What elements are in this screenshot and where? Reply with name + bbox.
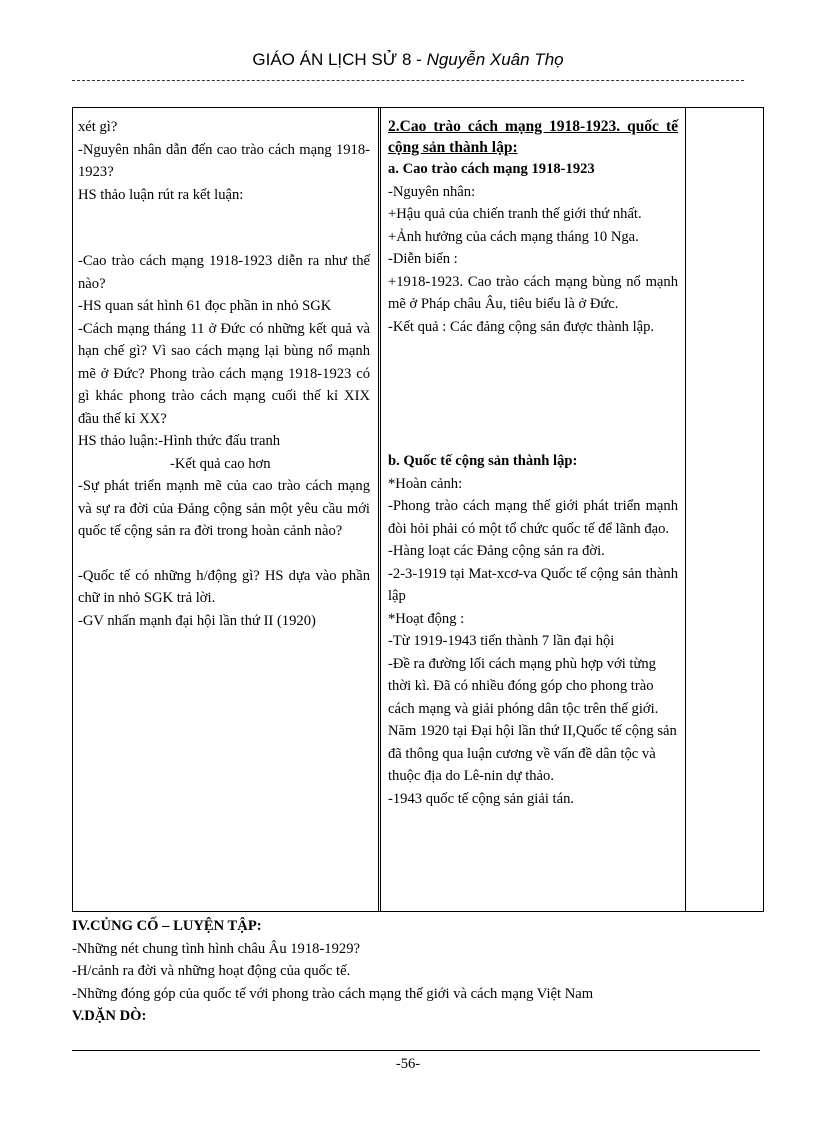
subsection-b-title: b. Quốc tế cộng sản thành lập: — [388, 453, 578, 469]
section-4-title: IV.CỦNG CỐ – LUYỆN TẬP: — [72, 918, 262, 934]
ngay-2-3-1919: -2-3-1919 tại Mat-xcơ-va Quốc tế cộng sản thành lập — [388, 565, 678, 604]
header-title: GIÁO ÁN LỊCH SỬ 8 - — [252, 50, 427, 69]
dien-bien-text: +1918-1923. Cao trào cách mạng bùng nổ mạnh mẽ ở Pháp châu Âu, tiêu biểu là ở Đức. — [388, 273, 678, 312]
header-author: Nguyễn Xuân Thọ — [426, 50, 564, 69]
left-line: xét gì? — [78, 119, 118, 135]
section-4-item: -Những đóng góp của quốc tế với phong trào cách mạng thế giới và cách mạng Việt Nam — [72, 985, 594, 1002]
column-divider-right — [685, 108, 686, 911]
hs-quan-sat: -HS quan sát hình 61 đọc phần in nhỏ SGK — [78, 298, 332, 314]
left-line: -Nguyên nhân dẫn đến cao trào cách mạng 1918-1923? — [78, 141, 370, 180]
lesson-table — [72, 107, 764, 912]
ket-qua: -Kết quả : Các đảng cộng sản được thành lập. — [388, 318, 655, 335]
teacher-student-activities — [78, 116, 370, 632]
hoat-dong: *Hoạt động : — [388, 610, 465, 627]
nguyen-nhan: -Nguyên nhân: — [388, 183, 476, 200]
left-line: HS thảo luận rút ra kết luận: — [78, 186, 244, 203]
hau-qua: +Hậu quả của chiến tranh thế giới thứ nhất. — [388, 206, 642, 222]
subsection-a-title: a. Cao trào cách mạng 1918-1923 — [388, 161, 595, 177]
question-duc: -Cách mạng tháng 11 ở Đức có những kết quả và hạn chế gì? Vì sao cách mạng lại bùng nổ mạnh mẽ ở Đức? Phong trào cách mạng 1918-1923 có gì khác phong trào cách mạng cuối thế kỉ XIX đầu thế kỉ XX? — [78, 320, 370, 427]
section-2-title: 2.Cao trào cách mạng 1918-1923. quốc tế cộng sản thành lập: — [388, 118, 678, 156]
question-quoc-te: -Quốc tế có những h/động gì? HS dựa vào phần chữ in nhỏ SGK trả lời. — [78, 567, 370, 606]
nam-1920: Năm 1920 tại Đại hội lần thứ II,Quốc tế cộng sản đã thông qua luận cương về vấn đề dân tộc và thuộc địa do Lê-nin dự thảo. — [388, 723, 677, 784]
section-4-item: -Những nét chung tình hình châu Âu 1918-1929? — [72, 940, 360, 957]
footer-divider — [72, 1050, 760, 1051]
section-5-title: V.DẶN DÒ: — [72, 1008, 147, 1024]
hs-thao-luan: HS thảo luận:-Hình thức đấu tranh — [78, 433, 281, 449]
page-number: -56- — [395, 1056, 421, 1072]
page-header — [0, 50, 816, 70]
gv-nhan-manh: -GV nhấn mạnh đại hội lần thứ II (1920) — [78, 612, 316, 629]
de-ra: -Đề ra đường lối cách mạng phù hợp với từng thời kì. Đã có nhiều đóng góp cho phong trào cách mạng và giải phóng dân tộc trên thế giới. — [388, 655, 659, 717]
header-divider — [72, 80, 744, 81]
tu-1919: -Từ 1919-1943 tiến thành 7 lần đại hội — [388, 633, 615, 649]
nam-1943: -1943 quốc tế cộng sản giải tán. — [388, 790, 575, 807]
anh-huong: +Ảnh hưởng của cách mạng tháng 10 Nga. — [388, 228, 639, 245]
dien-bien: -Diễn biến : — [388, 251, 458, 267]
lesson-content — [388, 116, 678, 810]
section-consolidation — [72, 915, 752, 1028]
ket-qua-cao-hon: -Kết quả cao hơn — [170, 455, 271, 472]
section-4-item: -H/cảnh ra đời và những hoạt động của quốc tế. — [72, 963, 351, 979]
hoan-canh: *Hoàn cảnh: — [388, 475, 463, 492]
phong-trao: -Phong trào cách mạng thế giới phát triển mạnh đòi hỏi phải có một tổ chức quốc tế để lãnh đạo. — [388, 498, 678, 537]
hang-loat: -Hàng loạt các Đảng cộng sản ra đời. — [388, 543, 605, 559]
column-divider-left — [378, 108, 379, 911]
question-su-phat-trien: -Sự phát triển mạnh mẽ của cao trào cách mạng và sự ra đời của Đảng cộng sản một yêu cầu mới quốc tế cộng sản ra đời trong hoàn cảnh nào? — [78, 478, 370, 539]
question-cao-trao: -Cao trào cách mạng 1918-1923 diễn ra như thế nào? — [78, 253, 370, 292]
